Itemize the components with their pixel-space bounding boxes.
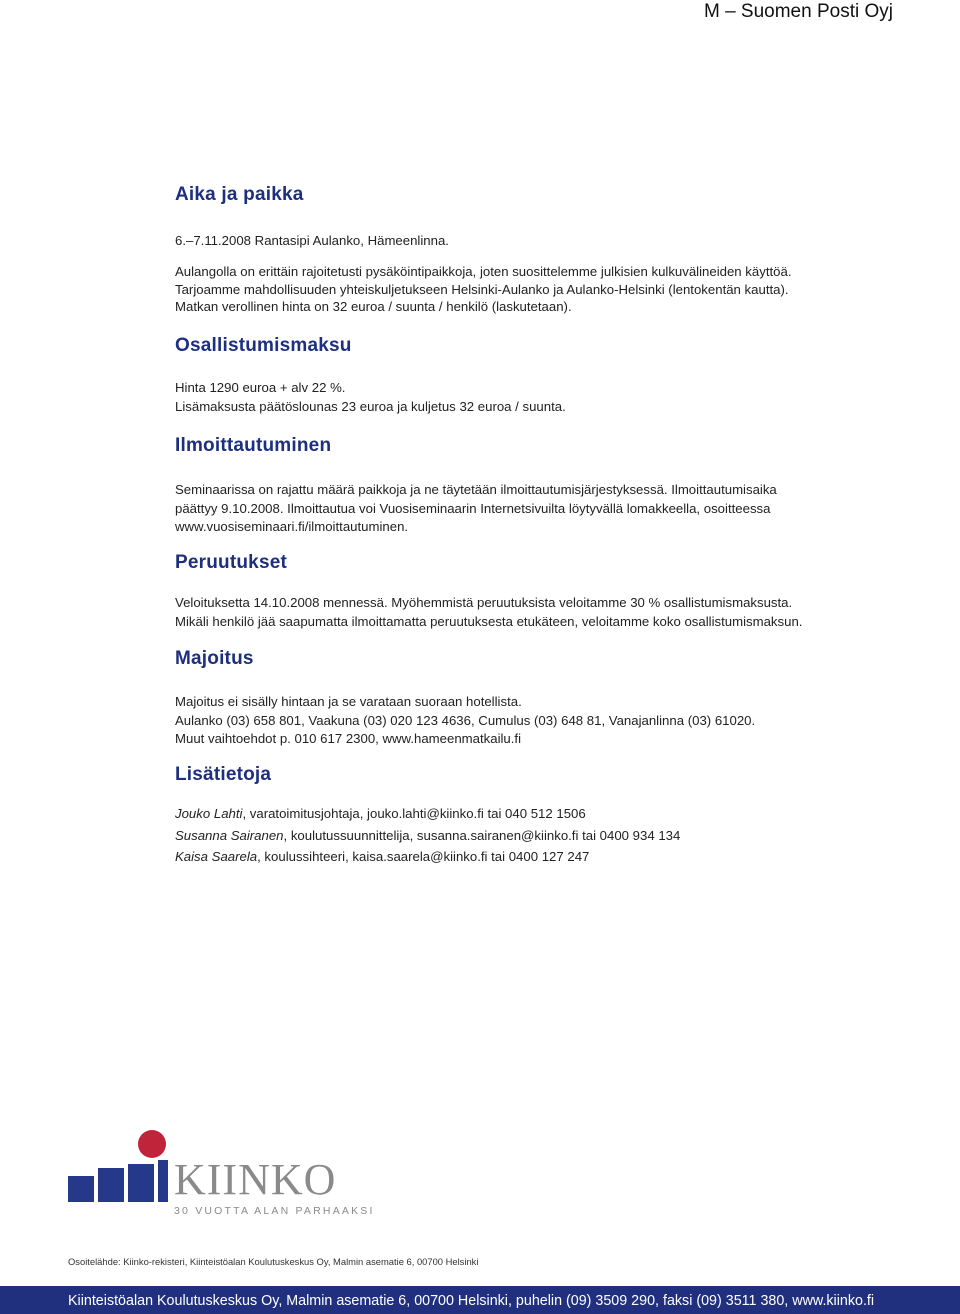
header xyxy=(0,0,960,24)
section-title-osallistumismaksu: Osallistumismaksu xyxy=(175,335,352,356)
section-title-majoitus: Majoitus xyxy=(175,648,254,669)
kiinko-logo-graphic xyxy=(68,1128,378,1220)
contact-item: Susanna Sairanen, koulutussuunnittelija, susanna.sairanen@kiinko.fi tai 0400 934 134 xyxy=(175,827,681,843)
contact-item: Jouko Lahti, varatoimitusjohtaja, jouko.lahti@kiinko.fi tai 040 512 1506 xyxy=(175,806,586,821)
contacts-list xyxy=(175,805,680,870)
aika-paragraph: Aulangolla on erittäin rajoitetusti pysäköintipaikkoja, joten suosittelemme julkisien kulkuvälineiden käyttöä. Tarjoamme mahdollisuuden yhteiskuljetukseen Helsinki-Aulanko ja Aulanko-Helsinki (lentokentän kautta). Matkan verollinen hinta on 32 euroa / suunta / henkilö (laskutetaan). xyxy=(175,264,792,314)
logo-red-dot xyxy=(138,1130,166,1158)
aika-date-line: 6.–7.11.2008 Rantasipi Aulanko, Hämeenlinna. xyxy=(175,233,449,248)
section-title-ilmoittautuminen: Ilmoittautuminen xyxy=(175,435,332,456)
logo-tagline: 30 VUOTTA ALAN PARHAAKSI xyxy=(174,1205,375,1217)
kiinko-logo xyxy=(68,1128,378,1220)
section-title-aika: Aika ja paikka xyxy=(175,184,304,205)
maksu-paragraph: Hinta 1290 euroa + alv 22 %. Lisämaksusta päätöslounas 23 euroa ja kuljetus 32 euroa / suunta. xyxy=(175,380,566,414)
logo-bar-2 xyxy=(98,1168,124,1202)
contact-item: Kaisa Saarela, koulussihteeri, kaisa.saarela@kiinko.fi tai 0400 127 247 xyxy=(175,849,590,864)
section-title-lisatietoja: Lisätietoja xyxy=(175,764,272,785)
peruutukset-paragraph: Veloituksetta 14.10.2008 mennessä. Myöhemmistä peruutuksista veloitamme 30 % osallistumismaksusta. Mikäli henkilö jää saapumatta ilmoittamatta peruutuksesta etukäteen, veloitamme koko osallistumismaksun. xyxy=(175,595,803,629)
header-corner-text: M – Suomen Posti Oyj xyxy=(703,1,893,22)
footer-text: Kiinteistöalan Koulutuskeskus Oy, Malmin asematie 6, 00700 Helsinki, puhelin (09) 3509 290, faksi (09) 3511 380, www.kiinko.fi xyxy=(68,1293,875,1309)
ilmo-paragraph: Seminaarissa on rajattu määrä paikkoja ja ne täytetään ilmoittautumisjärjestyksessä. Ilmoittautumisaika päättyy 9.10.2008. Ilmoittautua voi Vuosiseminaarin Internetsivuilta löytyvällä lomakkeella, osoitteessa www.vuosiseminaari.fi/ilmoittautuminen. xyxy=(175,482,777,534)
logo-bar-1 xyxy=(68,1176,94,1202)
logo-bar-3 xyxy=(128,1164,154,1202)
footer-bar xyxy=(0,1286,960,1314)
address-source: Osoitelähde: Kiinko-rekisteri, Kiinteistöalan Koulutuskeskus Oy, Malmin asematie 6, 00700 Helsinki xyxy=(68,1256,479,1267)
logo-bar-4 xyxy=(158,1160,168,1202)
section-title-peruutukset: Peruutukset xyxy=(175,552,288,573)
logo-wordmark: KIINKO xyxy=(174,1155,337,1204)
majoitus-paragraph: Majoitus ei sisälly hintaan ja se varataan suoraan hotellista. Aulanko (03) 658 801, Vaakuna (03) 020 123 4636, Cumulus (03) 648 81, Vanajanlinna (03) 61020. Muut vaihtoehdot p. 010 617 2300, www.hameenmatkailu.fi xyxy=(175,694,756,746)
